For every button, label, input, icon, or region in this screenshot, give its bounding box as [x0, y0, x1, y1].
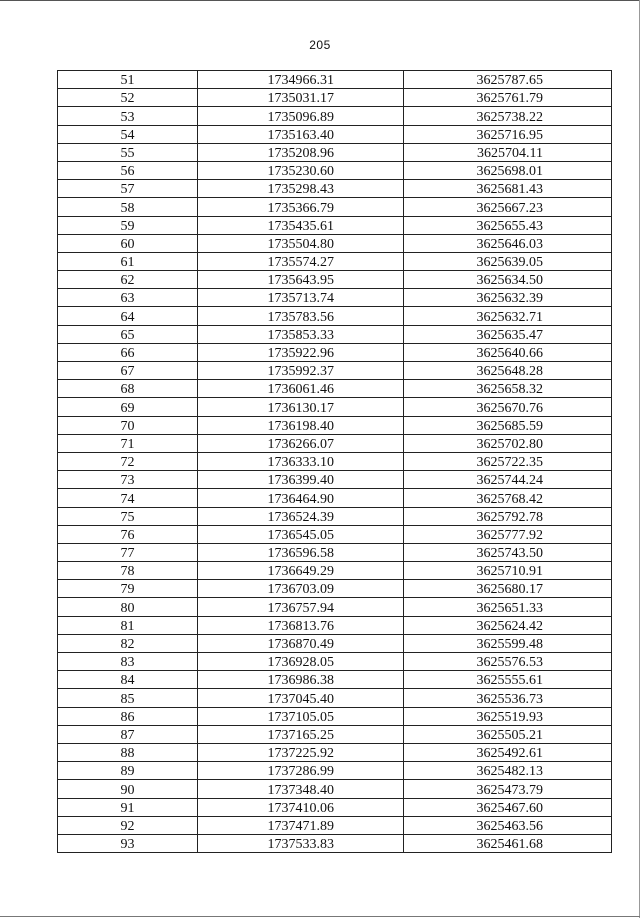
y-coordinate-cell: 3625461.68 [404, 834, 612, 852]
table-row [58, 89, 612, 107]
x-coordinate-cell: 1735031.17 [198, 89, 404, 107]
x-coordinate-cell: 1735783.56 [198, 307, 404, 325]
point-number-cell: 89 [58, 762, 198, 780]
point-number-cell: 81 [58, 616, 198, 634]
point-number-cell: 92 [58, 816, 198, 834]
y-coordinate-cell: 3625685.59 [404, 416, 612, 434]
x-coordinate-cell: 1736545.05 [198, 525, 404, 543]
table-row [58, 289, 612, 307]
y-coordinate-cell: 3625761.79 [404, 89, 612, 107]
x-coordinate-cell: 1736464.90 [198, 489, 404, 507]
table-row [58, 725, 612, 743]
y-coordinate-cell: 3625670.76 [404, 398, 612, 416]
x-coordinate-cell: 1736130.17 [198, 398, 404, 416]
table-row [58, 143, 612, 161]
point-number-cell: 67 [58, 362, 198, 380]
y-coordinate-cell: 3625743.50 [404, 543, 612, 561]
point-number-cell: 74 [58, 489, 198, 507]
table-row [58, 580, 612, 598]
table-row [58, 489, 612, 507]
x-coordinate-cell: 1735208.96 [198, 143, 404, 161]
coordinates-table [57, 70, 612, 853]
point-number-cell: 90 [58, 780, 198, 798]
y-coordinate-cell: 3625680.17 [404, 580, 612, 598]
y-coordinate-cell: 3625716.95 [404, 125, 612, 143]
x-coordinate-cell: 1736986.38 [198, 671, 404, 689]
y-coordinate-cell: 3625646.03 [404, 234, 612, 252]
point-number-cell: 77 [58, 543, 198, 561]
x-coordinate-cell: 1735298.43 [198, 180, 404, 198]
point-number-cell: 61 [58, 252, 198, 270]
table-row [58, 616, 612, 634]
table-row [58, 507, 612, 525]
x-coordinate-cell: 1735230.60 [198, 161, 404, 179]
y-coordinate-cell: 3625655.43 [404, 216, 612, 234]
x-coordinate-cell: 1735366.79 [198, 198, 404, 216]
y-coordinate-cell: 3625635.47 [404, 325, 612, 343]
point-number-cell: 86 [58, 707, 198, 725]
point-number-cell: 75 [58, 507, 198, 525]
table-row [58, 834, 612, 852]
x-coordinate-cell: 1734966.31 [198, 71, 404, 89]
y-coordinate-cell: 3625482.13 [404, 762, 612, 780]
table-row [58, 543, 612, 561]
table-row [58, 416, 612, 434]
y-coordinate-cell: 3625648.28 [404, 362, 612, 380]
x-coordinate-cell: 1736596.58 [198, 543, 404, 561]
table-row [58, 271, 612, 289]
y-coordinate-cell: 3625768.42 [404, 489, 612, 507]
table-row [58, 234, 612, 252]
x-coordinate-cell: 1737045.40 [198, 689, 404, 707]
table-row [58, 362, 612, 380]
x-coordinate-cell: 1736813.76 [198, 616, 404, 634]
x-coordinate-cell: 1736198.40 [198, 416, 404, 434]
point-number-cell: 64 [58, 307, 198, 325]
table-row [58, 434, 612, 452]
point-number-cell: 62 [58, 271, 198, 289]
x-coordinate-cell: 1737286.99 [198, 762, 404, 780]
x-coordinate-cell: 1735922.96 [198, 343, 404, 361]
x-coordinate-cell: 1736266.07 [198, 434, 404, 452]
table-row [58, 161, 612, 179]
point-number-cell: 69 [58, 398, 198, 416]
point-number-cell: 65 [58, 325, 198, 343]
point-number-cell: 71 [58, 434, 198, 452]
y-coordinate-cell: 3625463.56 [404, 816, 612, 834]
point-number-cell: 60 [58, 234, 198, 252]
point-number-cell: 57 [58, 180, 198, 198]
table-row [58, 707, 612, 725]
point-number-cell: 72 [58, 452, 198, 470]
table-row [58, 343, 612, 361]
y-coordinate-cell: 3625738.22 [404, 107, 612, 125]
table-row [58, 325, 612, 343]
table-row [58, 780, 612, 798]
y-coordinate-cell: 3625792.78 [404, 507, 612, 525]
point-number-cell: 63 [58, 289, 198, 307]
y-coordinate-cell: 3625702.80 [404, 434, 612, 452]
y-coordinate-cell: 3625777.92 [404, 525, 612, 543]
x-coordinate-cell: 1737165.25 [198, 725, 404, 743]
point-number-cell: 53 [58, 107, 198, 125]
x-coordinate-cell: 1735574.27 [198, 252, 404, 270]
y-coordinate-cell: 3625555.61 [404, 671, 612, 689]
point-number-cell: 73 [58, 471, 198, 489]
y-coordinate-cell: 3625599.48 [404, 634, 612, 652]
point-number-cell: 55 [58, 143, 198, 161]
y-coordinate-cell: 3625634.50 [404, 271, 612, 289]
y-coordinate-cell: 3625667.23 [404, 198, 612, 216]
x-coordinate-cell: 1737105.05 [198, 707, 404, 725]
y-coordinate-cell: 3625467.60 [404, 798, 612, 816]
y-coordinate-cell: 3625576.53 [404, 653, 612, 671]
table-row [58, 471, 612, 489]
y-coordinate-cell: 3625632.39 [404, 289, 612, 307]
table-row [58, 525, 612, 543]
y-coordinate-cell: 3625519.93 [404, 707, 612, 725]
x-coordinate-cell: 1735992.37 [198, 362, 404, 380]
table-row [58, 653, 612, 671]
table-row [58, 762, 612, 780]
point-number-cell: 93 [58, 834, 198, 852]
y-coordinate-cell: 3625698.01 [404, 161, 612, 179]
point-number-cell: 56 [58, 161, 198, 179]
table-row [58, 216, 612, 234]
x-coordinate-cell: 1736928.05 [198, 653, 404, 671]
x-coordinate-cell: 1736757.94 [198, 598, 404, 616]
y-coordinate-cell: 3625505.21 [404, 725, 612, 743]
x-coordinate-cell: 1736333.10 [198, 452, 404, 470]
point-number-cell: 87 [58, 725, 198, 743]
x-coordinate-cell: 1735163.40 [198, 125, 404, 143]
table-row [58, 180, 612, 198]
table-row [58, 107, 612, 125]
point-number-cell: 84 [58, 671, 198, 689]
y-coordinate-cell: 3625473.79 [404, 780, 612, 798]
y-coordinate-cell: 3625658.32 [404, 380, 612, 398]
point-number-cell: 76 [58, 525, 198, 543]
y-coordinate-cell: 3625681.43 [404, 180, 612, 198]
point-number-cell: 82 [58, 634, 198, 652]
table-row [58, 252, 612, 270]
table-row [58, 380, 612, 398]
table-row [58, 689, 612, 707]
x-coordinate-cell: 1736524.39 [198, 507, 404, 525]
point-number-cell: 85 [58, 689, 198, 707]
table-row [58, 71, 612, 89]
y-coordinate-cell: 3625651.33 [404, 598, 612, 616]
scan-bottom-edge [0, 916, 640, 917]
x-coordinate-cell: 1737471.89 [198, 816, 404, 834]
y-coordinate-cell: 3625639.05 [404, 252, 612, 270]
y-coordinate-cell: 3625710.91 [404, 562, 612, 580]
x-coordinate-cell: 1737348.40 [198, 780, 404, 798]
table-row [58, 452, 612, 470]
y-coordinate-cell: 3625640.66 [404, 343, 612, 361]
point-number-cell: 59 [58, 216, 198, 234]
point-number-cell: 54 [58, 125, 198, 143]
x-coordinate-cell: 1736649.29 [198, 562, 404, 580]
x-coordinate-cell: 1736061.46 [198, 380, 404, 398]
x-coordinate-cell: 1737225.92 [198, 743, 404, 761]
table-row [58, 562, 612, 580]
y-coordinate-cell: 3625632.71 [404, 307, 612, 325]
table-row [58, 398, 612, 416]
point-number-cell: 80 [58, 598, 198, 616]
x-coordinate-cell: 1735643.95 [198, 271, 404, 289]
table-row [58, 125, 612, 143]
point-number-cell: 88 [58, 743, 198, 761]
point-number-cell: 91 [58, 798, 198, 816]
y-coordinate-cell: 3625787.65 [404, 71, 612, 89]
point-number-cell: 66 [58, 343, 198, 361]
y-coordinate-cell: 3625492.61 [404, 743, 612, 761]
point-number-cell: 78 [58, 562, 198, 580]
table-row [58, 743, 612, 761]
x-coordinate-cell: 1735504.80 [198, 234, 404, 252]
x-coordinate-cell: 1735096.89 [198, 107, 404, 125]
table-row [58, 816, 612, 834]
y-coordinate-cell: 3625722.35 [404, 452, 612, 470]
x-coordinate-cell: 1736703.09 [198, 580, 404, 598]
x-coordinate-cell: 1735713.74 [198, 289, 404, 307]
x-coordinate-cell: 1737533.83 [198, 834, 404, 852]
page-number: 205 [309, 38, 331, 52]
y-coordinate-cell: 3625704.11 [404, 143, 612, 161]
scan-top-edge [0, 0, 640, 1]
table-row [58, 634, 612, 652]
y-coordinate-cell: 3625744.24 [404, 471, 612, 489]
x-coordinate-cell: 1736870.49 [198, 634, 404, 652]
table-row [58, 598, 612, 616]
x-coordinate-cell: 1735853.33 [198, 325, 404, 343]
table-row [58, 198, 612, 216]
y-coordinate-cell: 3625624.42 [404, 616, 612, 634]
coordinates-table-body [58, 71, 612, 853]
point-number-cell: 51 [58, 71, 198, 89]
point-number-cell: 83 [58, 653, 198, 671]
y-coordinate-cell: 3625536.73 [404, 689, 612, 707]
point-number-cell: 70 [58, 416, 198, 434]
x-coordinate-cell: 1736399.40 [198, 471, 404, 489]
point-number-cell: 68 [58, 380, 198, 398]
point-number-cell: 79 [58, 580, 198, 598]
table-row [58, 671, 612, 689]
x-coordinate-cell: 1737410.06 [198, 798, 404, 816]
point-number-cell: 58 [58, 198, 198, 216]
table-row [58, 798, 612, 816]
x-coordinate-cell: 1735435.61 [198, 216, 404, 234]
table-row [58, 307, 612, 325]
point-number-cell: 52 [58, 89, 198, 107]
